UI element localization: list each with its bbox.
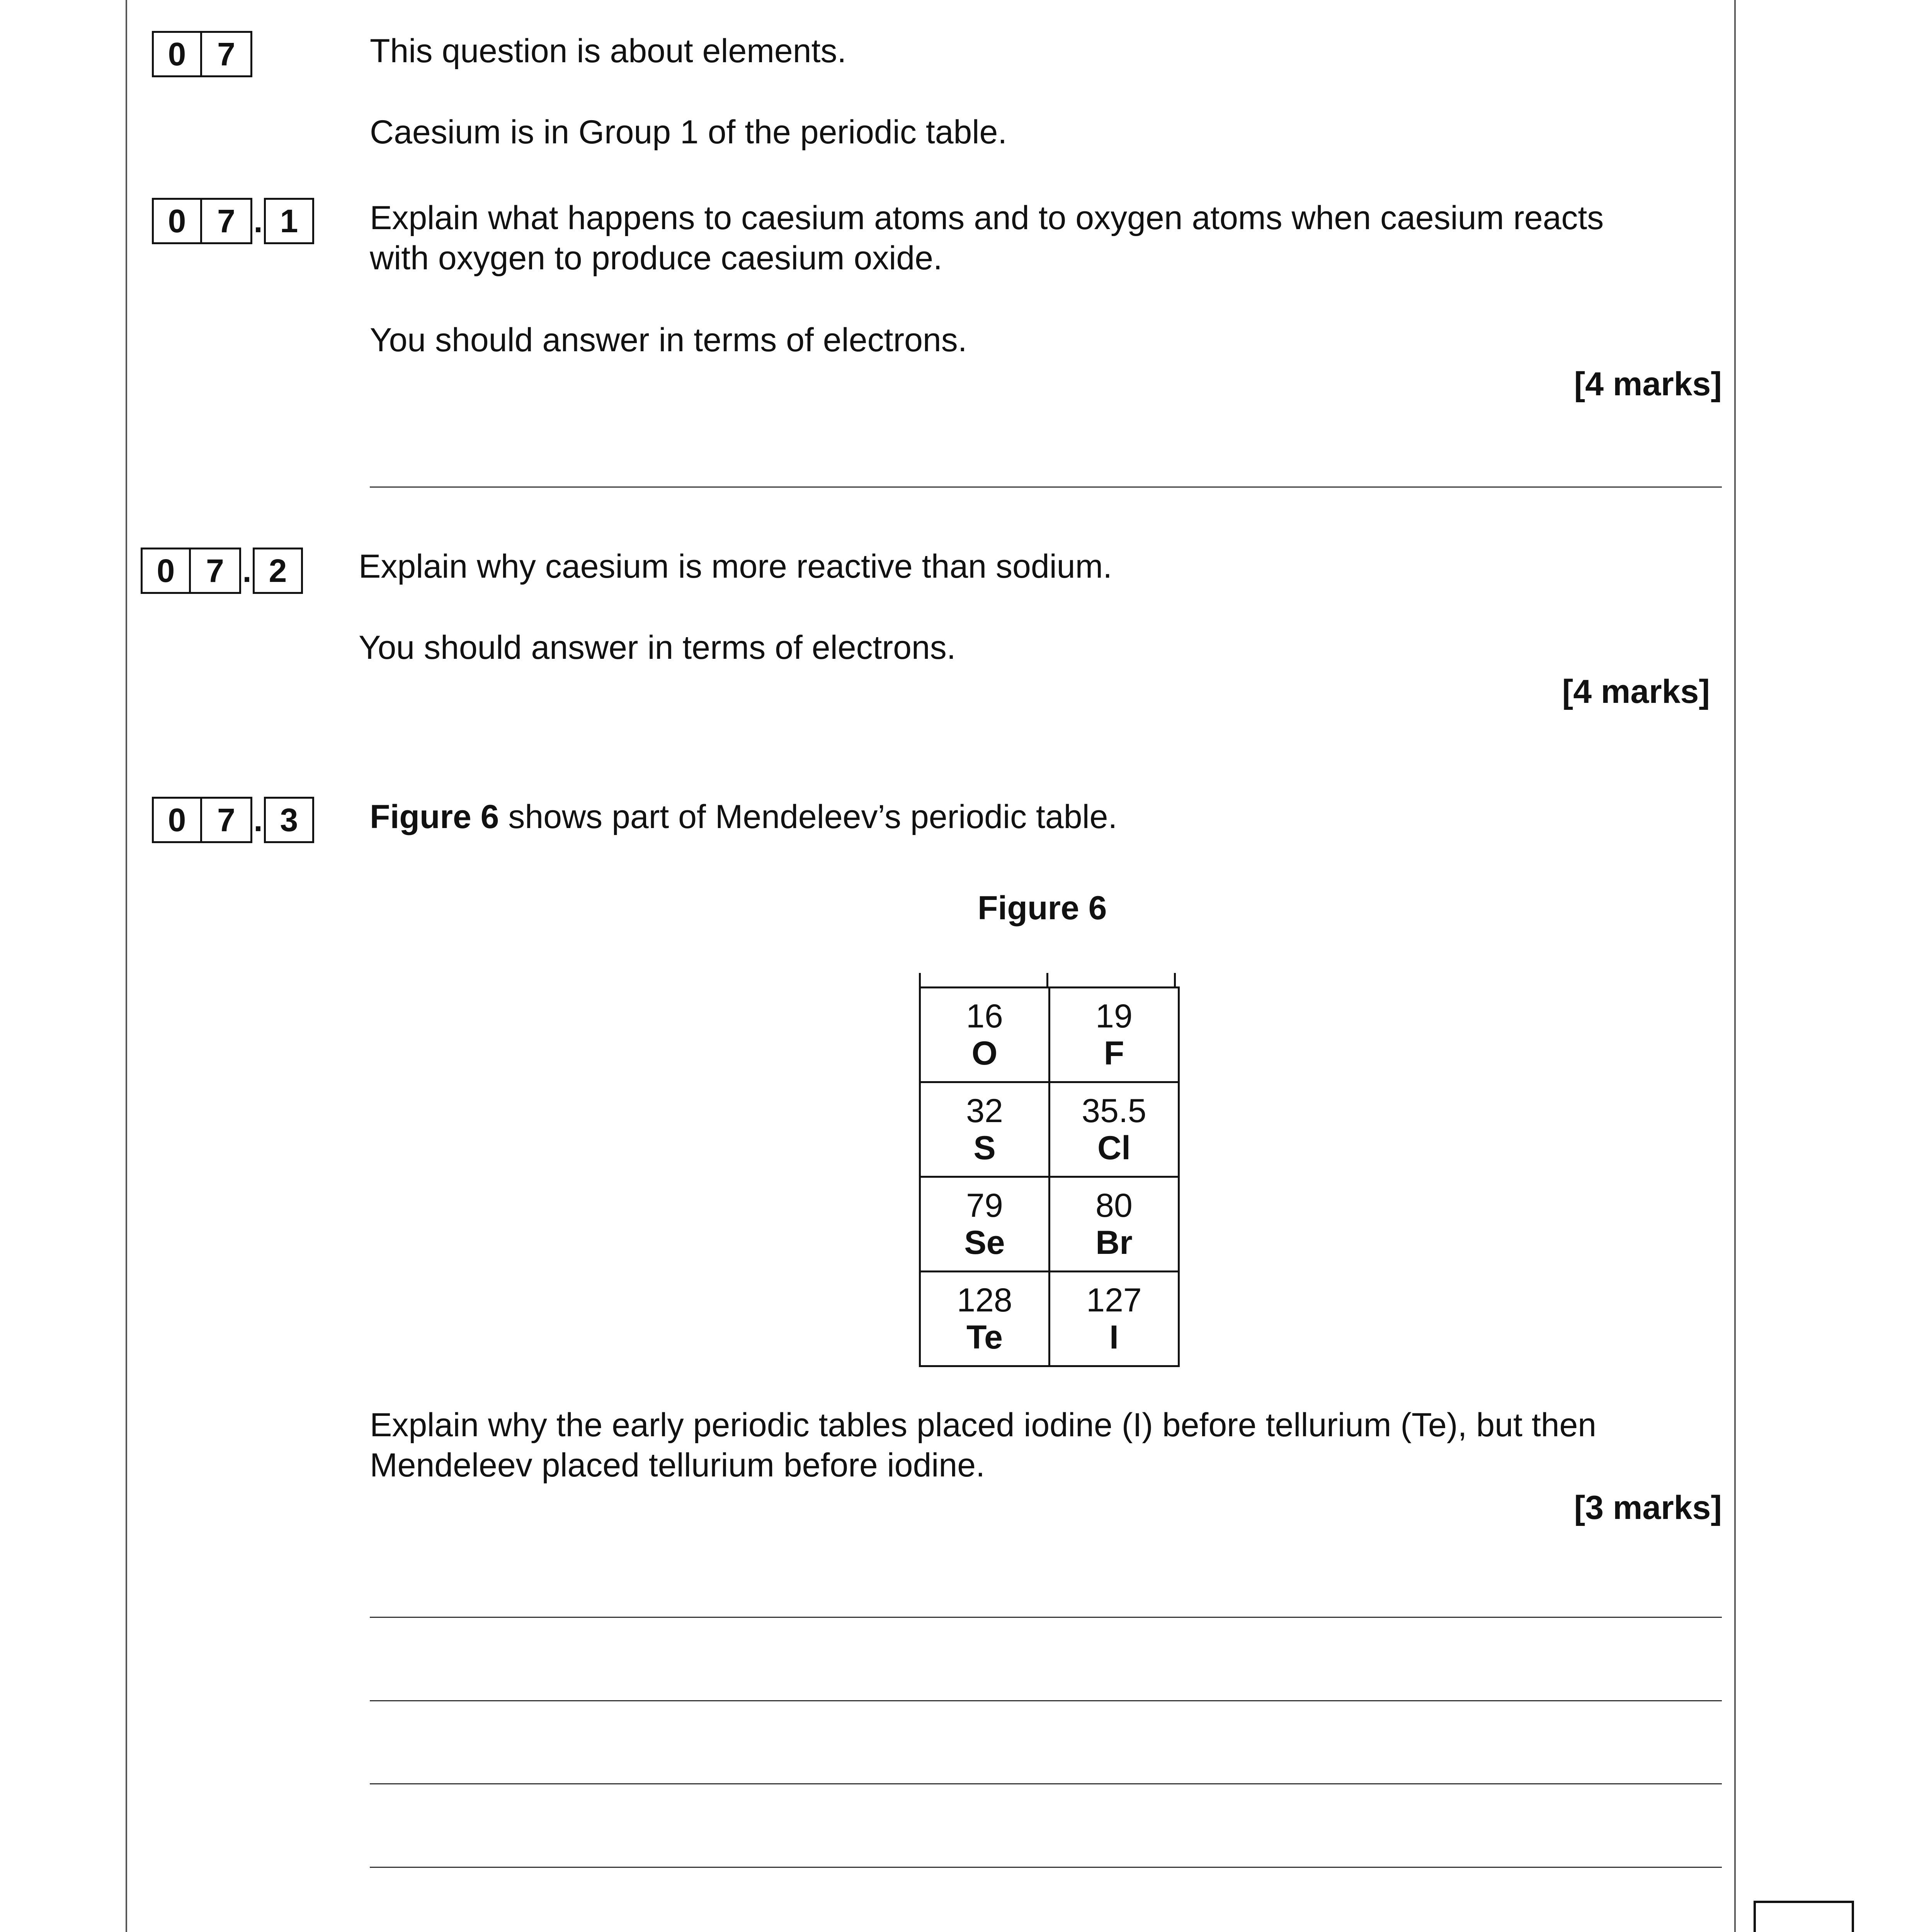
part-dot: . [253, 203, 263, 239]
element-cell-chlorine [1050, 1082, 1179, 1177]
part-dot: . [242, 553, 252, 589]
question-digit-box: 7 [202, 31, 252, 77]
table-row [920, 1082, 1179, 1177]
question-context: Caesium is in Group 1 of the periodic table. [370, 114, 1007, 151]
element-cell-selenium [920, 1177, 1050, 1272]
part-number-07-2 [141, 548, 303, 594]
table-row [920, 1177, 1179, 1272]
part-07-1-line-2: with oxygen to produce caesium oxide. [370, 240, 942, 277]
atomic-mass: 79 [966, 1187, 1003, 1224]
atomic-mass: 127 [1086, 1282, 1142, 1319]
atomic-mass: 128 [957, 1282, 1012, 1319]
table-row [920, 988, 1179, 1082]
element-symbol: Cl [1097, 1129, 1131, 1167]
atomic-mass: 32 [966, 1092, 1003, 1129]
part-number-07-1 [152, 198, 314, 244]
part-07-1-instruction: You should answer in terms of electrons. [370, 321, 967, 359]
element-cell-bromine [1050, 1177, 1179, 1272]
part-07-2-marks: [4 marks] [1562, 673, 1710, 710]
element-symbol: F [1104, 1035, 1124, 1072]
figure-title: Figure 6 [978, 889, 1107, 927]
periodic-table-fragment [919, 986, 1180, 1367]
element-symbol: Te [966, 1319, 1003, 1356]
part-dot: . [253, 802, 263, 838]
part-digit-box: 1 [264, 198, 314, 244]
answer-line[interactable] [370, 1783, 1722, 1784]
question-digit-box: 7 [202, 797, 252, 843]
question-digit-box: 0 [141, 548, 191, 594]
page-total-box [1754, 1901, 1854, 1932]
atomic-mass: 16 [966, 998, 1003, 1035]
left-margin-line [126, 0, 127, 1932]
part-07-3-intro-rest: shows part of Mendeleev’s periodic table. [499, 798, 1118, 835]
part-number-07-3 [152, 797, 314, 843]
question-digit-box: 7 [191, 548, 241, 594]
part-07-1-line-1: Explain what happens to caesium atoms and to oxygen atoms when caesium reacts [370, 199, 1604, 236]
element-symbol: O [971, 1035, 998, 1072]
question-number [152, 31, 252, 77]
element-symbol: Se [964, 1224, 1005, 1261]
answer-line[interactable] [370, 1700, 1722, 1701]
part-07-3-line-1: Explain why the early periodic tables placed iodine (I) before tellurium (Te), but then [370, 1406, 1597, 1444]
element-symbol: Br [1095, 1224, 1133, 1261]
part-07-3-intro [370, 797, 1117, 837]
part-digit-box: 3 [264, 797, 314, 843]
atomic-mass: 35.5 [1082, 1092, 1146, 1129]
question-digit-box: 0 [152, 198, 202, 244]
element-cell-iodine [1050, 1272, 1179, 1366]
table-stub-middle [1046, 973, 1048, 988]
part-07-1-marks: [4 marks] [1574, 366, 1722, 403]
element-cell-fluorine [1050, 988, 1179, 1082]
right-margin-line [1734, 0, 1736, 1932]
part-07-3-marks: [3 marks] [1574, 1489, 1722, 1526]
element-cell-sulfur [920, 1082, 1050, 1177]
part-07-3-line-2: Mendeleev placed tellurium before iodine. [370, 1447, 985, 1484]
answer-line[interactable] [370, 1867, 1722, 1868]
table-stub-left [919, 973, 921, 988]
question-digit-box: 0 [152, 31, 202, 77]
figure-reference: Figure 6 [370, 798, 499, 835]
answer-line[interactable] [370, 486, 1722, 488]
question-digit-box: 0 [152, 797, 202, 843]
question-digit-box: 7 [202, 198, 252, 244]
element-cell-tellurium [920, 1272, 1050, 1366]
table-row [920, 1272, 1179, 1366]
atomic-mass: 19 [1095, 998, 1133, 1035]
element-symbol: I [1109, 1319, 1119, 1356]
table-stub-right [1174, 973, 1176, 988]
part-07-2-line-1: Explain why caesium is more reactive than sodium. [359, 548, 1112, 585]
element-cell-oxygen [920, 988, 1050, 1082]
part-07-2-instruction: You should answer in terms of electrons. [359, 629, 956, 666]
question-intro: This question is about elements. [370, 32, 847, 70]
element-symbol: S [973, 1129, 996, 1167]
answer-line[interactable] [370, 1617, 1722, 1618]
part-digit-box: 2 [253, 548, 303, 594]
atomic-mass: 80 [1095, 1187, 1133, 1224]
